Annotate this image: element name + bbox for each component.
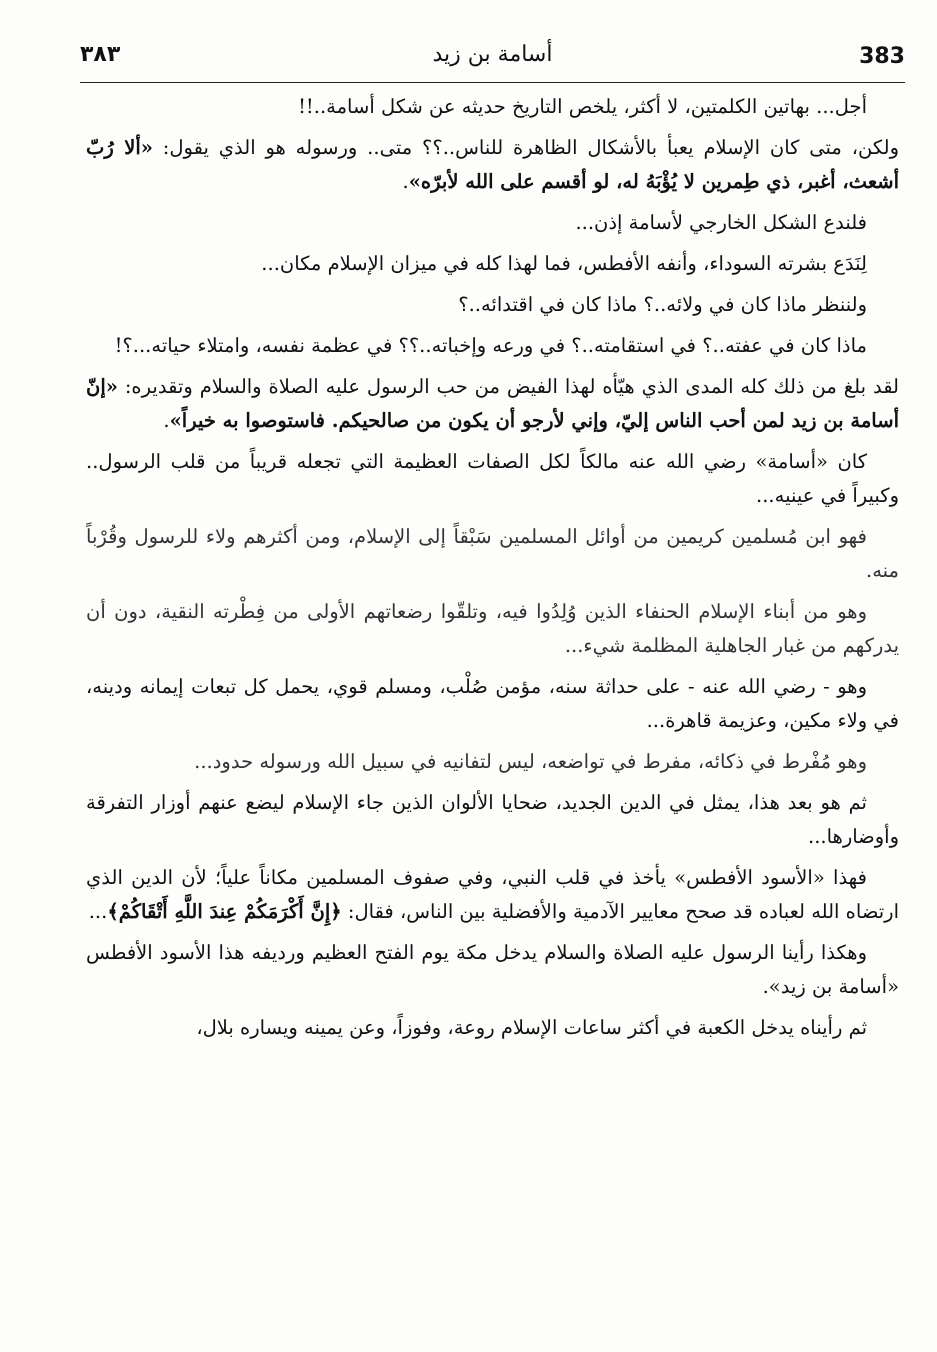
paragraph-text: وهو من أبناء الإسلام الحنفاء الذين وُلِدُوا فيه، وتلقّوا رضعاتهم الأولى من فِطْرته النقية، دون أن يدركهم من غبار الجاهلية المظلمة شيء... <box>86 600 899 657</box>
page-number-latin: 383 <box>859 44 905 69</box>
paragraph <box>86 786 899 854</box>
paragraph <box>86 445 899 513</box>
hadith-quote: «ألا رُبّ أشعث، أغبر، ذي طِمرين لا يُؤْبَهُ له، لو أقسم على الله لأبرّه» <box>86 136 899 193</box>
paragraph <box>86 131 899 199</box>
paragraph <box>86 1011 899 1045</box>
paragraph <box>86 370 899 438</box>
paragraph <box>86 745 899 779</box>
hadith-quote: «إنّ أسامة بن زيد لمن أحب الناس إليّ، وإني لأرجو أن يكون من صالحيكم. فاستوصوا به خيراً» <box>86 375 899 432</box>
page-header <box>80 30 905 83</box>
page-body <box>86 90 899 1052</box>
paragraph-text: وهو - رضي الله عنه - على حداثة سنه، مؤمن صُلْب، ومسلم قوي، يحمل كل تبعات إيمانه ودينه، في ولاء مكين، وعزيمة قاهرة... <box>86 675 899 732</box>
paragraph-text: لِنَدَع بشرته السوداء، وأنفه الأفطس، فما لهذا كله في ميزان الإسلام مكان... <box>261 252 867 275</box>
paragraph-tail: . <box>402 170 409 193</box>
paragraph <box>86 936 899 1004</box>
paragraph <box>86 206 899 240</box>
paragraph-text: ثم رأيناه يدخل الكعبة في أكثر ساعات الإسلام روعة، وفوزاً، وعن يمينه ويساره بلال، <box>196 1016 867 1039</box>
paragraph-text: فلندع الشكل الخارجي لأسامة إذن... <box>575 211 867 234</box>
paragraph <box>86 670 899 738</box>
paragraph <box>86 595 899 663</box>
paragraph-text: فهذا «الأسود الأفطس» يأخذ في قلب النبي، وفي صفوف المسلمين مكاناً علياً؛ لأن الدين الذي ارتضاه الله لعباده قد صحح معايير الآدمية والأفضلية بين الناس، فقال: <box>86 866 899 923</box>
page-number-arabic: ٣٨٣ <box>80 42 121 67</box>
paragraph-text: لقد بلغ من ذلك كله المدى الذي هيّأه لهذا الفيض من حب الرسول عليه الصلاة والسلام وتقديره: <box>117 375 899 398</box>
paragraph-text: ولننظر ماذا كان في ولائه..؟ ماذا كان في اقتدائه..؟ <box>458 293 867 316</box>
paragraph-text: وهو مُفْرط في ذكائه، مفرط في تواضعه، ليس لتفانيه في سبيل الله ورسوله حدود... <box>194 750 867 773</box>
paragraph-text: ولكن، متى كان الإسلام يعبأ بالأشكال الظاهرة للناس..؟؟ متى.. ورسوله هو الذي يقول: <box>152 136 899 159</box>
paragraph <box>86 861 899 929</box>
paragraph-text: وهكذا رأينا الرسول عليه الصلاة والسلام يدخل مكة يوم الفتح العظيم ورديفه هذا الأسود الأفطس «أسامة بن زيد». <box>86 941 899 998</box>
paragraph-tail: . <box>163 409 170 432</box>
paragraph <box>86 90 899 124</box>
paragraph-tail: ... <box>88 900 108 923</box>
quran-verse: ﴿إِنَّ أَكْرَمَكُمْ عِندَ اللَّهِ أَتْقَاكُمْ﴾ <box>107 900 342 923</box>
paragraph-text: ماذا كان في عفته..؟ في استقامته..؟ في ورعه وإخباته..؟؟ في عظمة نفسه، وامتلاء حياته...؟! <box>114 334 867 357</box>
paragraph-text: ثم هو بعد هذا، يمثل في الدين الجديد، ضحايا الألوان الذين جاء الإسلام ليضع عنهم أوزار التفرقة وأوضارها... <box>86 791 899 848</box>
paragraph-text: فهو ابن مُسلمين كريمين من أوائل المسلمين سَبْقاً إلى الإسلام، ومن أكثرهم ولاء للرسول وقُرْباً منه. <box>86 525 899 582</box>
paragraph <box>86 520 899 588</box>
paragraph <box>86 247 899 281</box>
paragraph-text: أجل... بهاتين الكلمتين، لا أكثر، يلخص التاريخ حديثه عن شكل أسامة..!! <box>298 95 867 118</box>
paragraph <box>86 288 899 322</box>
paragraph-text: كان «أسامة» رضي الله عنه مالكاً لكل الصفات العظيمة التي تجعله قريباً من قلب الرسول.. وكبيراً في عينيه... <box>86 450 899 507</box>
running-title: أسامة بن زيد <box>432 42 553 67</box>
paragraph <box>86 329 899 363</box>
